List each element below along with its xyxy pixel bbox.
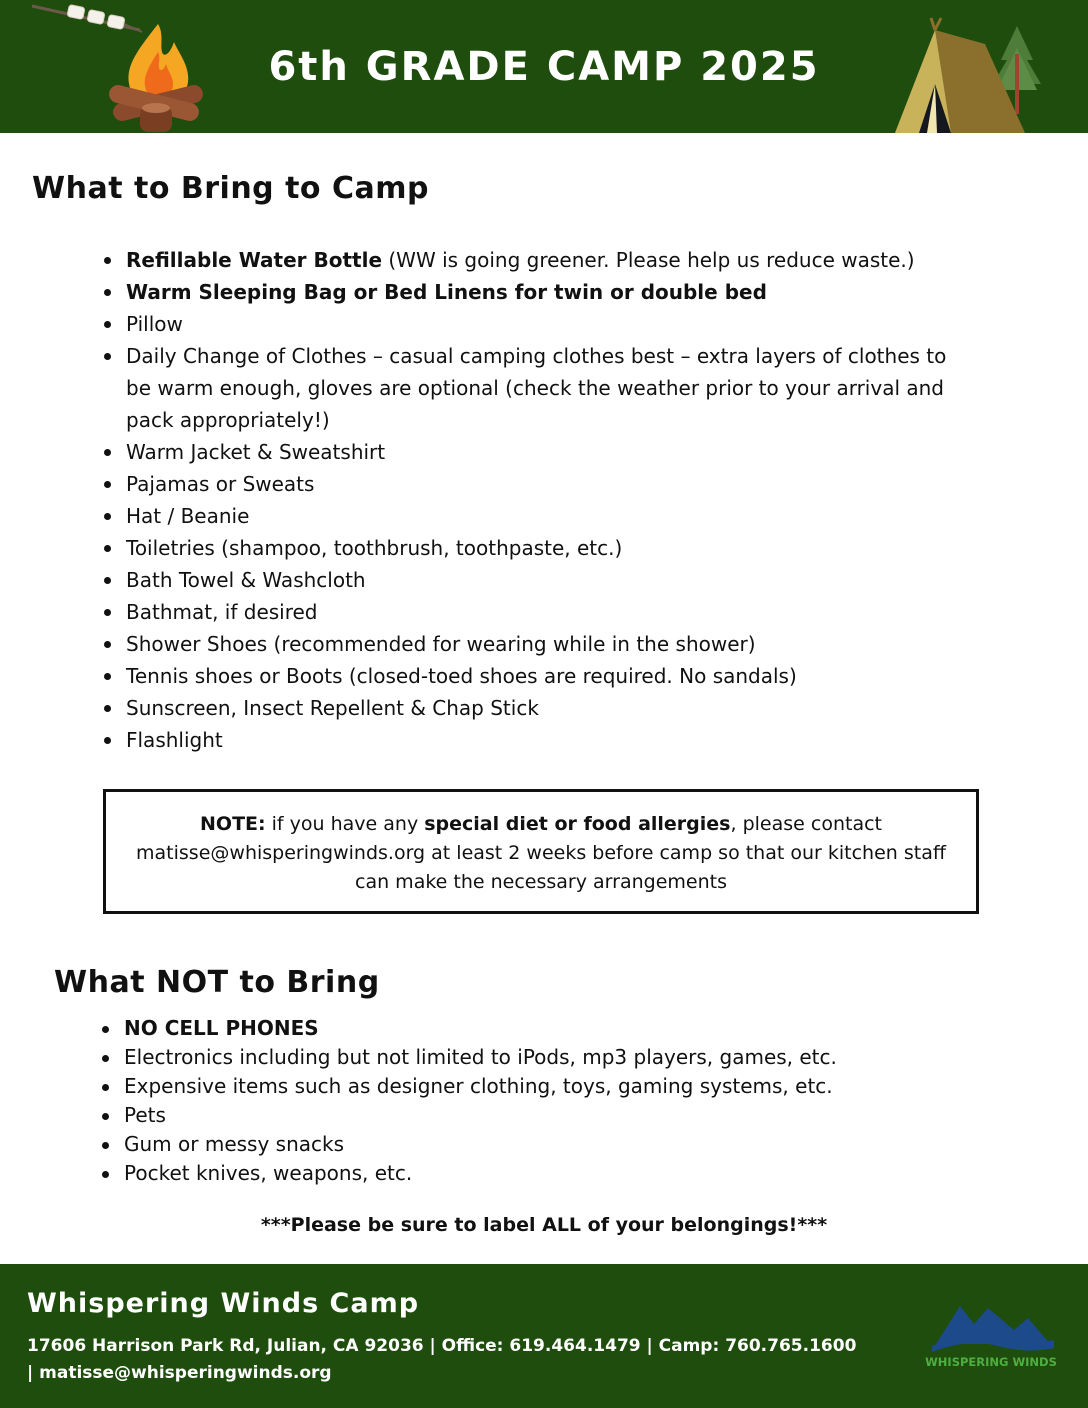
page-title: 6th GRADE CAMP 2025 (268, 44, 820, 90)
item-text: Gum or messy snacks (124, 1132, 344, 1156)
list-item (102, 276, 952, 308)
list-item (102, 308, 952, 340)
item-text: Bathmat, if desired (126, 600, 318, 624)
what-not-to-bring-heading: What NOT to Bring (54, 965, 380, 1000)
list-item (100, 1159, 950, 1188)
not-bring-list (100, 1014, 950, 1188)
item-text: Bath Towel & Washcloth (126, 568, 366, 592)
list-item (100, 1014, 950, 1043)
item-bold: NO CELL PHONES (124, 1016, 319, 1040)
list-item (102, 436, 952, 468)
list-item (100, 1043, 950, 1072)
mountains-logo-icon (918, 1300, 1064, 1372)
list-item (102, 468, 952, 500)
list-item (102, 724, 952, 756)
list-item (102, 596, 952, 628)
note-emphasis: special diet or food allergies (424, 813, 731, 835)
item-text: Shower Shoes (recommended for wearing while in the shower) (126, 632, 756, 656)
item-text: Toiletries (shampoo, toothbrush, toothpaste, etc.) (126, 536, 623, 560)
item-text: Flashlight (126, 728, 223, 752)
logo-text: WHISPERING WINDS (925, 1355, 1057, 1369)
list-item (102, 628, 952, 660)
list-item (102, 500, 952, 532)
item-text: Warm Jacket & Sweatshirt (126, 440, 386, 464)
item-text: Pocket knives, weapons, etc. (124, 1161, 413, 1185)
item-text: Pillow (126, 312, 183, 336)
label-reminder: ***Please be sure to label ALL of your belongings!*** (260, 1214, 828, 1236)
list-item (102, 660, 952, 692)
footer-camp-name: Whispering Winds Camp (27, 1288, 420, 1319)
note-text: , please contact matisse@whisperingwinds.org at least 2 weeks before camp so that our kitchen staff can make the necessary arrangements (136, 813, 946, 893)
item-text: Pajamas or Sweats (126, 472, 315, 496)
item-text: Hat / Beanie (126, 504, 250, 528)
item-text: Electronics including but not limited to iPods, mp3 players, games, etc. (124, 1045, 837, 1069)
list-item (102, 532, 952, 564)
list-item (102, 692, 952, 724)
bring-list (102, 244, 952, 756)
list-item (102, 244, 952, 276)
item-text: Tennis shoes or Boots (closed-toed shoes are required. No sandals) (126, 664, 797, 688)
note-box (103, 789, 979, 914)
note-text: if you have any (265, 813, 425, 835)
list-item (102, 340, 952, 436)
list-item (100, 1101, 950, 1130)
what-to-bring-heading: What to Bring to Camp (32, 171, 429, 206)
item-text: (WW is going greener. Please help us reduce waste.) (382, 248, 915, 272)
list-item (102, 564, 952, 596)
footer-contact: 17606 Harrison Park Rd, Julian, CA 92036 | Office: 619.464.1479 | Camp: 760.765.1600 | matisse@whisperingwinds.org (27, 1336, 857, 1383)
note-label: NOTE: (200, 813, 266, 835)
item-bold: Warm Sleeping Bag or Bed Linens for twin or double bed (126, 280, 767, 304)
item-text: Expensive items such as designer clothing, toys, gaming systems, etc. (124, 1074, 833, 1098)
list-item (100, 1130, 950, 1159)
tent-tree-icon (893, 14, 1053, 133)
item-text: Daily Change of Clothes – casual camping clothes best – extra layers of clothes to be warm enough, gloves are optional (check the weather prior to your arrival and pack appropriately!) (126, 344, 947, 432)
item-text: Sunscreen, Insect Repellent & Chap Stick (126, 696, 539, 720)
item-text: Pets (124, 1103, 166, 1127)
list-item (100, 1072, 950, 1101)
item-bold: Refillable Water Bottle (126, 248, 383, 272)
